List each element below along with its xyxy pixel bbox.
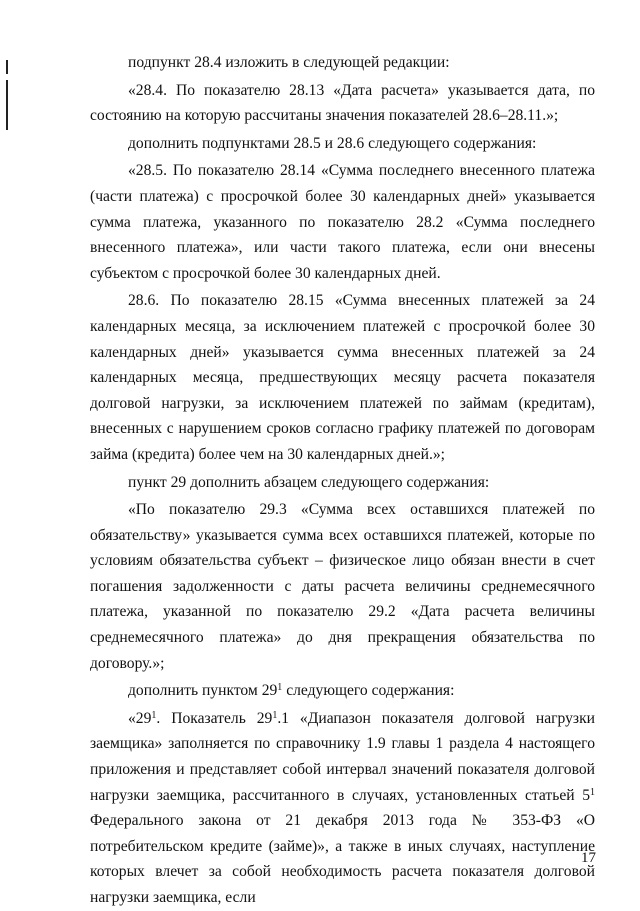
text-run: дополнить пунктом 29 [128, 682, 278, 700]
paragraph-29-3-text [90, 497, 595, 676]
paragraph-amend-28-5-28-6 [90, 131, 595, 157]
text-run: «29 [128, 709, 152, 727]
paragraph-28-5-text [90, 158, 595, 286]
text-run: дополнить подпунктами 28.5 и 28.6 следующего содержания: [128, 134, 537, 152]
text-run: .1 «Диапазон показателя долговой нагрузки заемщика» заполняется по справочнику 1.9 главы 1 раздела 4 настоящего приложения и представляет собой интервал значений показателя долговой нагрузки заемщика, рассчитанного в случаях, установленных статьей 5 [90, 709, 595, 804]
paragraph-amend-29 [90, 470, 595, 496]
text-run: «По показателю 29.3 «Сумма всех оставшихся платежей по обязательству» указывается сумма всех оставшихся платежей, которые по условиям обязательства субъект – физическое лицо обязан внести в счет погашения задолженности с даты расчета величины среднемесячного платежа, указанной по показателю 29.2 «Дата расчета величины среднемесячного платежа» до дня прекращения обязательства по договору.»; [90, 501, 595, 672]
margin-mark [6, 60, 8, 74]
document-page [90, 50, 595, 911]
text-run: Федерального закона от 21 декабря 2013 года № 353-ФЗ «О потребительском кредите (займе)», а также в иных случаях, наступление которых влечет за собой необходимость расчета показателя долговой нагрузки заемщика, если [90, 812, 595, 906]
paragraph-28-4-text [90, 78, 595, 129]
superscript: 1 [590, 786, 595, 798]
text-run: «28.4. По показателю 28.13 «Дата расчета» указывается дата, по состоянию на которую рассчитаны значения показателей 28.6–28.11.»; [90, 81, 595, 125]
page-number: 17 [581, 850, 596, 866]
margin-change-bar [6, 80, 8, 130]
text-run: 28.6. По показателю 28.15 «Сумма внесенных платежей за 24 календарных месяца, за исключением платежей с просрочкой более 30 календарных дней» указывается сумма внесенных платежей за 24 календарных месяца, предшествующих месяцу расчета показателя долговой нагрузки, за исключением платежей по займам (кредитам), внесенных с нарушением сроков согласно графику платежей по договорам займа (кредита) более чем на 30 календарных дней.»; [90, 292, 595, 463]
superscript: 1 [277, 682, 283, 694]
paragraph-28-6-text [90, 288, 595, 467]
text-run: «28.5. По показателю 28.14 «Сумма последнего внесенного платежа (части платежа) с просрочкой более 30 календарных дней» указывается сумма платежа, указанного по показателю 28.2 «Сумма последнего внесенного платежа», или части такого платежа, если они внесены субъектом с просрочкой более 30 календарных дней. [90, 162, 595, 282]
paragraph-amend-29-1 [90, 678, 595, 704]
text-run: подпункт 28.4 изложить в следующей редакции: [128, 54, 450, 71]
superscript: 1 [272, 709, 278, 721]
text-run: пункт 29 дополнить абзацем следующего содержания: [128, 473, 490, 491]
text-run: . Показатель 29 [156, 709, 273, 727]
text-run: следующего содержания: [282, 682, 455, 700]
paragraph-amend-28-4 [90, 50, 595, 76]
superscript: 1 [151, 709, 157, 721]
paragraph-29-1-text [90, 706, 595, 911]
